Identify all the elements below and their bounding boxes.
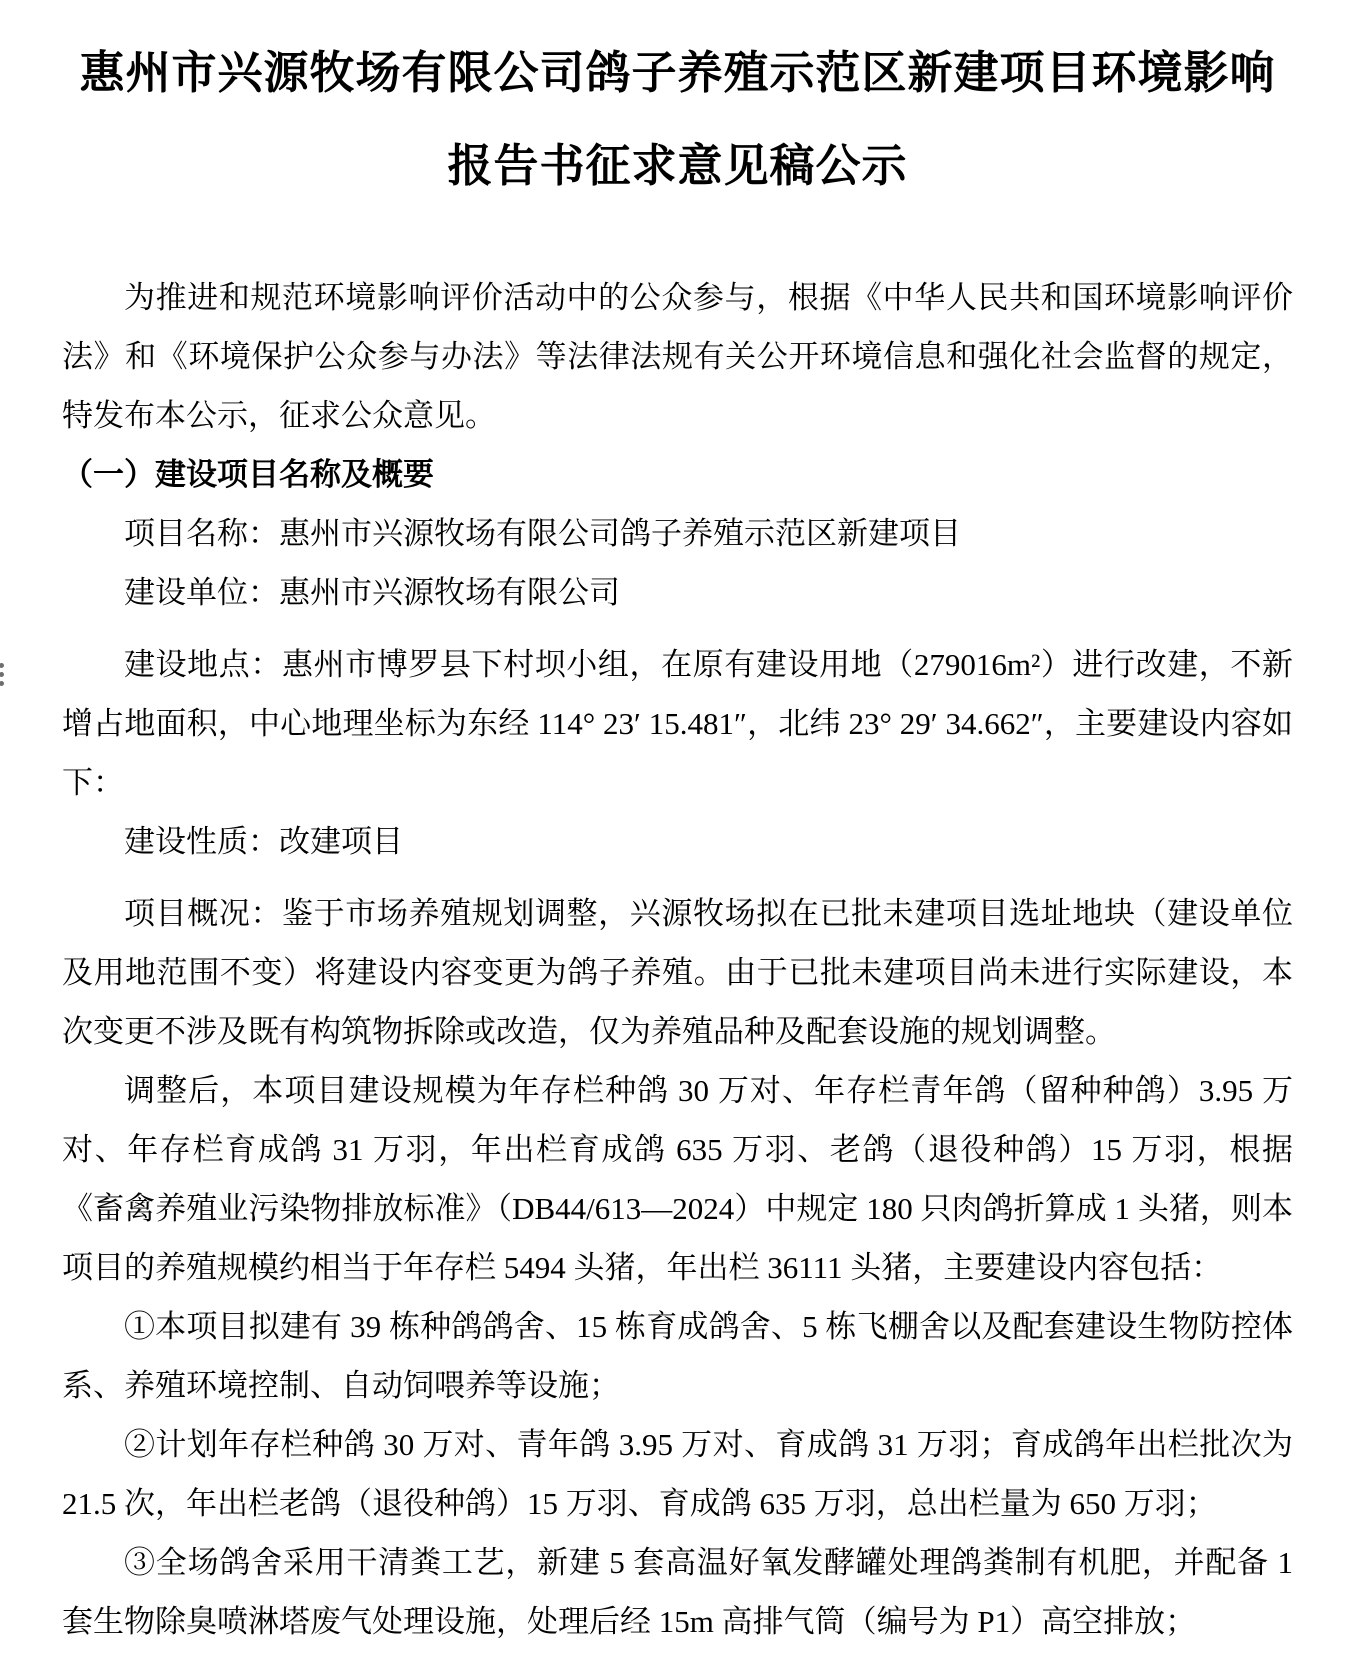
body-paragraph: 为推进和规范环境影响评价活动中的公众参与，根据《中华人民共和国环境影响评价法》和《环境保护公众参与办法》等法律法规有关公开环境信息和强化社会监督的规定，特发布本公示，征求公众意见。 bbox=[62, 280, 1293, 433]
document-title bbox=[62, 26, 1293, 212]
document-body bbox=[62, 268, 1293, 1651]
edge-dot bbox=[0, 681, 4, 686]
body-paragraph: 项目名称：惠州市兴源牧场有限公司鸽子养殖示范区新建项目 bbox=[124, 516, 961, 551]
body-paragraph: 建设单位：惠州市兴源牧场有限公司 bbox=[124, 575, 620, 610]
section-heading: （一）建设项目名称及概要 bbox=[62, 457, 434, 492]
body-paragraph: 项目概况：鉴于市场养殖规划调整，兴源牧场拟在已批未建项目选址地块（建设单位及用地范围不变）将建设内容变更为鸽子养殖。由于已批未建项目尚未进行实际建设，本次变更不涉及既有构筑物拆除或改造，仅为养殖品种及配套设施的规划调整。 bbox=[62, 896, 1293, 1049]
body-paragraph: ①本项目拟建有 39 栋种鸽鸽舍、15 栋育成鸽舍、5 栋飞棚舍以及配套建设生物防控体系、养殖环境控制、自动饲喂养等设施； bbox=[62, 1309, 1293, 1403]
document-title-line-1: 惠州市兴源牧场有限公司鸽子养殖示范区新建项目环境影响 bbox=[79, 46, 1276, 99]
document-title-line-2: 报告书征求意见稿公示 bbox=[447, 139, 908, 192]
body-paragraph: ③全场鸽舍采用干清粪工艺，新建 5 套高温好氧发酵罐处理鸽粪制有机肥，并配备 1 套生物除臭喷淋塔废气处理设施，处理后经 15m 高排气筒（编号为 P1）高空排放； bbox=[62, 1545, 1293, 1639]
left-edge-ellipsis-indicator bbox=[0, 663, 7, 690]
edge-dot bbox=[0, 663, 4, 668]
body-paragraph: ②计划年存栏种鸽 30 万对、青年鸽 3.95 万对、育成鸽 31 万羽；育成鸽年出栏批次为 21.5 次，年出栏老鸽（退役种鸽）15 万羽、育成鸽 635 万羽，总出栏量为 650 万羽； bbox=[62, 1427, 1293, 1521]
body-paragraph: 建设地点：惠州市博罗县下村坝小组，在原有建设用地（279016m²）进行改建，不新增占地面积，中心地理坐标为东经 114° 23′ 15.481″，北纬 23° 29′ 34.662″，主要建设内容如下： bbox=[62, 647, 1293, 800]
body-paragraph: 建设性质：改建项目 bbox=[124, 824, 403, 859]
body-paragraph: 调整后，本项目建设规模为年存栏种鸽 30 万对、年存栏青年鸽（留种种鸽）3.95 万对、年存栏育成鸽 31 万羽，年出栏育成鸽 635 万羽、老鸽（退役种鸽）15 万羽，根据《畜禽养殖业污染物排放标准》（DB44/613—2024）中规定 180 只肉鸽折算成 1 头猪，则本项目的养殖规模约相当于年存栏 5494 头猪，年出栏 36111 头猪，主要建设内容包括： bbox=[62, 1073, 1293, 1285]
edge-dot bbox=[0, 672, 4, 677]
